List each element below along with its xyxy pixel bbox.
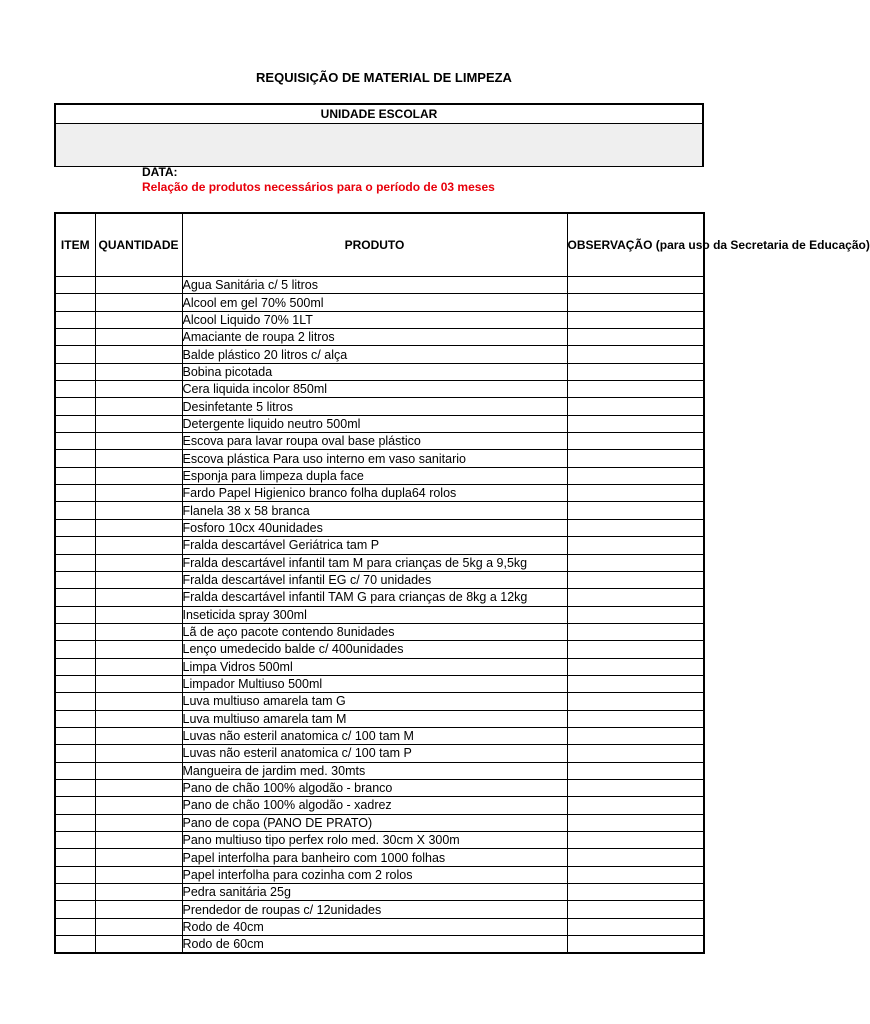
item-cell[interactable] xyxy=(55,571,95,588)
item-cell[interactable] xyxy=(55,884,95,901)
observation-cell[interactable] xyxy=(567,398,704,415)
observation-column-header: OBSERVAÇÃO (para uso da Secretaria de Educação) xyxy=(567,213,704,277)
product-cell xyxy=(182,866,567,883)
observation-cell[interactable] xyxy=(567,450,704,467)
item-cell[interactable] xyxy=(55,762,95,779)
table-row xyxy=(55,623,704,640)
table-row xyxy=(55,294,704,311)
product-name: Pano de copa (PANO DE PRATO) xyxy=(182,815,373,830)
table-row xyxy=(55,606,704,623)
product-name: Luva multiuso amarela tam G xyxy=(182,694,346,709)
table-row xyxy=(55,398,704,415)
item-cell[interactable] xyxy=(55,329,95,346)
product-cell xyxy=(182,675,567,692)
observation-cell[interactable] xyxy=(567,415,704,432)
table-row xyxy=(55,936,704,954)
product-column-header: PRODUTO xyxy=(182,213,567,277)
product-name: Lã de aço pacote contendo 8unidades xyxy=(182,625,395,640)
quantity-cell[interactable] xyxy=(95,849,182,866)
item-cell[interactable] xyxy=(55,415,95,432)
table-row xyxy=(55,363,704,380)
table-row xyxy=(55,832,704,849)
product-name: Bobina picotada xyxy=(182,364,273,379)
item-cell[interactable] xyxy=(55,727,95,744)
product-cell xyxy=(182,797,567,814)
item-cell[interactable] xyxy=(55,589,95,606)
item-cell[interactable] xyxy=(55,693,95,710)
quantity-cell[interactable] xyxy=(95,363,182,380)
product-cell xyxy=(182,589,567,606)
product-cell xyxy=(182,277,567,294)
product-name: Amaciante de roupa 2 litros xyxy=(182,330,335,345)
observation-cell[interactable] xyxy=(567,745,704,762)
table-row xyxy=(55,901,704,918)
observation-cell[interactable] xyxy=(567,589,704,606)
quantity-cell[interactable] xyxy=(95,519,182,536)
quantity-cell[interactable] xyxy=(95,606,182,623)
item-cell[interactable] xyxy=(55,901,95,918)
table-row xyxy=(55,311,704,328)
quantity-cell[interactable] xyxy=(95,450,182,467)
observation-cell[interactable] xyxy=(567,363,704,380)
product-cell xyxy=(182,918,567,935)
product-cell xyxy=(182,658,567,675)
quantity-cell[interactable] xyxy=(95,641,182,658)
item-cell[interactable] xyxy=(55,745,95,762)
item-cell[interactable] xyxy=(55,832,95,849)
item-cell[interactable] xyxy=(55,606,95,623)
table-row xyxy=(55,502,704,519)
product-cell xyxy=(182,936,567,954)
product-cell xyxy=(182,363,567,380)
observation-cell[interactable] xyxy=(567,814,704,831)
product-cell xyxy=(182,398,567,415)
observation-cell[interactable] xyxy=(567,294,704,311)
product-cell xyxy=(182,346,567,363)
table-row xyxy=(55,537,704,554)
product-name: Limpa Vidros 500ml xyxy=(182,659,293,674)
quantity-cell[interactable] xyxy=(95,415,182,432)
observation-cell[interactable] xyxy=(567,329,704,346)
quantity-cell[interactable] xyxy=(95,346,182,363)
quantity-cell[interactable] xyxy=(95,710,182,727)
product-cell xyxy=(182,901,567,918)
product-name: Papel interfolha para banheiro com 1000 folhas xyxy=(182,850,446,865)
product-name: Fosforo 10cx 40unidades xyxy=(182,520,323,535)
observation-cell[interactable] xyxy=(567,433,704,450)
quantity-cell[interactable] xyxy=(95,727,182,744)
product-cell xyxy=(182,606,567,623)
item-cell[interactable] xyxy=(55,294,95,311)
quantity-column-header: QUANTIDADE xyxy=(95,213,182,277)
item-cell[interactable] xyxy=(55,485,95,502)
table-row xyxy=(55,710,704,727)
table-row xyxy=(55,745,704,762)
quantity-cell[interactable] xyxy=(95,901,182,918)
observation-cell[interactable] xyxy=(567,311,704,328)
product-cell xyxy=(182,814,567,831)
table-row xyxy=(55,329,704,346)
quantity-cell[interactable] xyxy=(95,797,182,814)
quantity-cell[interactable] xyxy=(95,467,182,484)
quantity-cell[interactable] xyxy=(95,571,182,588)
item-cell[interactable] xyxy=(55,658,95,675)
item-cell[interactable] xyxy=(55,467,95,484)
observation-cell[interactable] xyxy=(567,884,704,901)
observation-cell[interactable] xyxy=(567,571,704,588)
product-name: Lenço umedecido balde c/ 400unidades xyxy=(182,642,404,657)
quantity-cell[interactable] xyxy=(95,381,182,398)
quantity-cell[interactable] xyxy=(95,693,182,710)
product-name: Alcool Liquido 70% 1LT xyxy=(182,312,313,327)
table-row xyxy=(55,450,704,467)
item-cell[interactable] xyxy=(55,433,95,450)
observation-cell[interactable] xyxy=(567,277,704,294)
item-cell[interactable] xyxy=(55,675,95,692)
product-name: Rodo de 60cm xyxy=(182,937,264,952)
item-cell[interactable] xyxy=(55,814,95,831)
item-cell[interactable] xyxy=(55,866,95,883)
item-cell[interactable] xyxy=(55,849,95,866)
observation-cell[interactable] xyxy=(567,485,704,502)
observation-cell[interactable] xyxy=(567,866,704,883)
item-cell[interactable] xyxy=(55,346,95,363)
product-cell xyxy=(182,467,567,484)
table-row xyxy=(55,381,704,398)
table-row xyxy=(55,485,704,502)
observation-cell[interactable] xyxy=(567,675,704,692)
quantity-cell[interactable] xyxy=(95,866,182,883)
observation-cell[interactable] xyxy=(567,658,704,675)
product-cell xyxy=(182,762,567,779)
item-cell[interactable] xyxy=(55,311,95,328)
product-name: Prendedor de roupas c/ 12unidades xyxy=(182,902,382,917)
item-column-header: ITEM xyxy=(55,213,95,277)
product-cell xyxy=(182,554,567,571)
product-name: Fralda descartável infantil TAM G para crianças de 8kg a 12kg xyxy=(182,590,528,605)
observation-cell[interactable] xyxy=(567,467,704,484)
product-cell xyxy=(182,519,567,536)
quantity-cell[interactable] xyxy=(95,658,182,675)
date-label: DATA: xyxy=(142,165,178,179)
item-cell[interactable] xyxy=(55,381,95,398)
quantity-cell[interactable] xyxy=(95,311,182,328)
observation-cell[interactable] xyxy=(567,554,704,571)
quantity-cell[interactable] xyxy=(95,398,182,415)
product-cell xyxy=(182,710,567,727)
product-cell xyxy=(182,693,567,710)
quantity-cell[interactable] xyxy=(95,745,182,762)
quantity-cell[interactable] xyxy=(95,589,182,606)
quantity-cell[interactable] xyxy=(95,329,182,346)
quantity-cell[interactable] xyxy=(95,537,182,554)
product-cell xyxy=(182,849,567,866)
product-name: Papel interfolha para cozinha com 2 rolos xyxy=(182,867,413,882)
product-name: Detergente liquido neutro 500ml xyxy=(182,416,361,431)
product-cell xyxy=(182,415,567,432)
table-row xyxy=(55,866,704,883)
observation-cell[interactable] xyxy=(567,918,704,935)
table-row xyxy=(55,641,704,658)
product-cell xyxy=(182,433,567,450)
quantity-cell[interactable] xyxy=(95,762,182,779)
product-name: Fralda descartável infantil tam M para crianças de 5kg a 9,5kg xyxy=(182,555,528,570)
product-name: Rodo de 40cm xyxy=(182,919,264,934)
observation-cell[interactable] xyxy=(567,346,704,363)
observation-cell[interactable] xyxy=(567,710,704,727)
school-unit-header: UNIDADE ESCOLAR xyxy=(56,105,702,124)
item-cell[interactable] xyxy=(55,641,95,658)
school-unit-box xyxy=(54,103,704,167)
document-title: REQUISIÇÃO DE MATERIAL DE LIMPEZA xyxy=(256,70,512,85)
observation-cell[interactable] xyxy=(567,727,704,744)
product-name: Luvas não esteril anatomica c/ 100 tam P xyxy=(182,746,412,761)
product-name: Escova para lavar roupa oval base plástico xyxy=(182,434,421,449)
quantity-cell[interactable] xyxy=(95,832,182,849)
item-cell[interactable] xyxy=(55,936,95,954)
table-row xyxy=(55,884,704,901)
table-row xyxy=(55,554,704,571)
product-name: Cera liquida incolor 850ml xyxy=(182,382,328,397)
quantity-cell[interactable] xyxy=(95,814,182,831)
table-row xyxy=(55,589,704,606)
product-name: Desinfetante 5 litros xyxy=(182,399,293,414)
product-name: Fralda descartável infantil EG c/ 70 unidades xyxy=(182,573,432,588)
table-row xyxy=(55,277,704,294)
product-cell xyxy=(182,884,567,901)
observation-cell[interactable] xyxy=(567,797,704,814)
product-name: Balde plástico 20 litros c/ alça xyxy=(182,347,348,362)
product-name: Inseticida spray 300ml xyxy=(182,607,307,622)
table-row xyxy=(55,346,704,363)
table-row xyxy=(55,918,704,935)
table-row xyxy=(55,675,704,692)
table-row xyxy=(55,762,704,779)
product-cell xyxy=(182,329,567,346)
products-table-body xyxy=(55,277,704,954)
table-row xyxy=(55,433,704,450)
observation-cell[interactable] xyxy=(567,762,704,779)
observation-cell[interactable] xyxy=(567,381,704,398)
item-cell[interactable] xyxy=(55,623,95,640)
quantity-cell[interactable] xyxy=(95,779,182,796)
item-cell[interactable] xyxy=(55,502,95,519)
product-name: Pano de chão 100% algodão - branco xyxy=(182,781,393,796)
product-name: Luvas não esteril anatomica c/ 100 tam M xyxy=(182,729,414,744)
product-name: Fardo Papel Higienico branco folha dupla64 rolos xyxy=(182,486,457,501)
quantity-cell[interactable] xyxy=(95,485,182,502)
product-name: Esponja para limpeza dupla face xyxy=(182,468,364,483)
relation-note: Relação de produtos necessários para o período de 03 meses xyxy=(142,180,495,194)
product-cell xyxy=(182,450,567,467)
item-cell[interactable] xyxy=(55,779,95,796)
quantity-cell[interactable] xyxy=(95,502,182,519)
table-row xyxy=(55,797,704,814)
observation-cell[interactable] xyxy=(567,693,704,710)
table-row xyxy=(55,814,704,831)
observation-cell[interactable] xyxy=(567,606,704,623)
quantity-cell[interactable] xyxy=(95,433,182,450)
observation-cell[interactable] xyxy=(567,623,704,640)
product-name: Pedra sanitária 25g xyxy=(182,885,291,900)
product-cell xyxy=(182,294,567,311)
table-row xyxy=(55,519,704,536)
item-cell[interactable] xyxy=(55,363,95,380)
product-cell xyxy=(182,537,567,554)
product-name: Limpador Multiuso 500ml xyxy=(182,677,323,692)
product-name: Flanela 38 x 58 branca xyxy=(182,503,310,518)
products-table xyxy=(54,212,870,954)
item-cell[interactable] xyxy=(55,450,95,467)
table-row xyxy=(55,693,704,710)
school-unit-field[interactable] xyxy=(56,124,702,166)
product-cell xyxy=(182,779,567,796)
product-name: Escova plástica Para uso interno em vaso sanitario xyxy=(182,451,466,466)
table-row xyxy=(55,727,704,744)
quantity-cell[interactable] xyxy=(95,884,182,901)
item-cell[interactable] xyxy=(55,797,95,814)
product-name: Fralda descartável Geriátrica tam P xyxy=(182,538,380,553)
quantity-cell[interactable] xyxy=(95,918,182,935)
product-cell xyxy=(182,502,567,519)
table-row xyxy=(55,779,704,796)
quantity-cell[interactable] xyxy=(95,675,182,692)
item-cell[interactable] xyxy=(55,277,95,294)
product-name: Mangueira de jardim med. 30mts xyxy=(182,763,366,778)
product-cell xyxy=(182,311,567,328)
observation-cell[interactable] xyxy=(567,502,704,519)
product-cell xyxy=(182,571,567,588)
product-name: Luva multiuso amarela tam M xyxy=(182,711,347,726)
quantity-cell[interactable] xyxy=(95,294,182,311)
product-cell xyxy=(182,623,567,640)
quantity-cell[interactable] xyxy=(95,277,182,294)
observation-cell[interactable] xyxy=(567,537,704,554)
item-cell[interactable] xyxy=(55,710,95,727)
product-name: Pano multiuso tipo perfex rolo med. 30cm X 300m xyxy=(182,833,460,848)
observation-cell[interactable] xyxy=(567,936,704,954)
item-cell[interactable] xyxy=(55,537,95,554)
product-cell xyxy=(182,832,567,849)
product-cell xyxy=(182,745,567,762)
product-cell xyxy=(182,641,567,658)
product-cell xyxy=(182,381,567,398)
quantity-cell[interactable] xyxy=(95,623,182,640)
item-cell[interactable] xyxy=(55,918,95,935)
table-row xyxy=(55,658,704,675)
item-cell[interactable] xyxy=(55,519,95,536)
observation-cell[interactable] xyxy=(567,779,704,796)
product-name: Pano de chão 100% algodão - xadrez xyxy=(182,798,392,813)
product-name: Alcool em gel 70% 500ml xyxy=(182,295,324,310)
table-row xyxy=(55,467,704,484)
table-row xyxy=(55,571,704,588)
item-cell[interactable] xyxy=(55,398,95,415)
product-cell xyxy=(182,485,567,502)
product-name: Agua Sanitária c/ 5 litros xyxy=(182,278,318,293)
product-cell xyxy=(182,727,567,744)
table-row xyxy=(55,415,704,432)
observation-cell[interactable] xyxy=(567,901,704,918)
quantity-cell[interactable] xyxy=(95,936,182,954)
observation-cell[interactable] xyxy=(567,849,704,866)
quantity-cell[interactable] xyxy=(95,554,182,571)
table-header-row xyxy=(55,213,704,277)
observation-cell[interactable] xyxy=(567,641,704,658)
table-row xyxy=(55,849,704,866)
item-cell[interactable] xyxy=(55,554,95,571)
observation-cell[interactable] xyxy=(567,519,704,536)
observation-cell[interactable] xyxy=(567,832,704,849)
